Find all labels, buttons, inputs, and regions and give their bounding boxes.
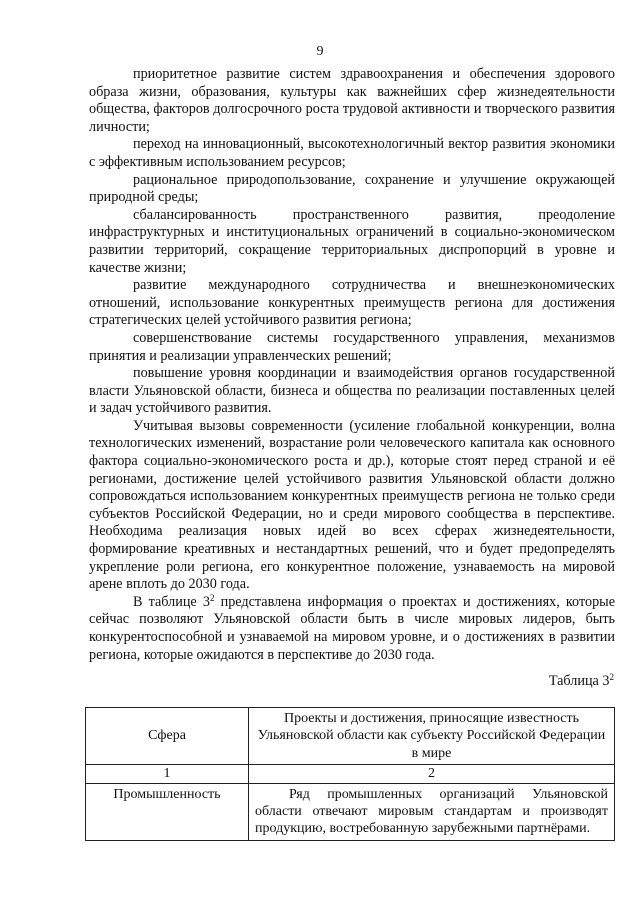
- paragraph: повышение уровня координации и взаимодействия органов государственной власти Ульяновской области, бизнеса и общества по реализации поставленных целей и задач устойчивого развития.: [89, 365, 615, 417]
- paragraph: совершенствование системы государственного управления, механизмов принятия и реализации управленческих решений;: [89, 329, 615, 364]
- caption-superscript: 2: [609, 672, 614, 682]
- page-number: 9: [316, 44, 324, 59]
- projects-table: [85, 707, 615, 841]
- ref-text-before: В таблице 3: [133, 593, 210, 610]
- header-sphere: Сфера: [86, 708, 249, 765]
- column-number: 2: [249, 765, 615, 783]
- table-caption: [549, 673, 614, 690]
- table-row: [86, 783, 615, 840]
- paragraph-table-reference: [89, 594, 615, 664]
- header-projects: Проекты и достижения, приносящие известность Ульяновской области как субъекту Российской Федерации в мире: [249, 708, 615, 765]
- body-text: [89, 66, 615, 664]
- ref-text-after: представлена информация о проектах и достижениях, которые сейчас позволяют Ульяновской области быть в числе мировых лидеров, быть конкурентоспособной и узнаваемой на мировом уровне, и о достижениях в развитии региона, которые ожидаются в перспективе до 2030 года.: [89, 593, 615, 663]
- column-number: 1: [86, 765, 249, 783]
- paragraph: сбалансированность пространственного развития, преодоление инфраструктурных и институциональных ограничений в социально-экономическом развитии территорий, сокращение территориальных диспропорций в уровне и качестве жизни;: [89, 206, 615, 276]
- paragraph: рациональное природопользование, сохранение и улучшение окружающей природной среды;: [89, 171, 615, 206]
- table-header-row: [86, 708, 615, 765]
- table-cell: Ряд промышленных организаций Ульяновской области отвечают мировым стандартам и производят продукцию, востребованную зарубежными партнёрами.: [249, 783, 615, 840]
- paragraph: приоритетное развитие систем здравоохранения и обеспечения здорового образа жизни, образования, культуры как важнейших сфер жизнедеятельности общества, факторов долгосрочного роста трудовой активности и творческого развития личности;: [89, 66, 615, 135]
- paragraph: Учитывая вызовы современности (усиление глобальной конкуренции, волна технологических изменений, возрастание роли человеческого капитала как основного фактора социально-экономического роста и др.), которые стоят перед страной и её регионами, достижение целей устойчивого развития Ульяновской области должно сопровождаться использованием конкурентных преимуществ региона не только среди субъектов Российской Федерации, но и среди мирового сообщества в перспективе. Необходима реализация новых идей во всех сферах жизнедеятельности, формирование креативных и нестандартных решений, что и будет предопределять укрепление роли региона, его конкурентное положение, узнаваемость на мировой арене вплоть до 2030 года.: [89, 417, 615, 593]
- caption-text: Таблица 3: [548, 673, 610, 689]
- ref-superscript: 2: [209, 592, 215, 603]
- table-cell: Промышленность: [86, 783, 249, 840]
- table-number-row: [86, 765, 615, 783]
- paragraph: переход на инновационный, высокотехнологичный вектор развития экономики с эффективным использованием ресурсов;: [89, 136, 615, 170]
- paragraph: развитие международного сотрудничества и внешнеэкономических отношений, использование конкурентных преимуществ региона для достижения стратегических целей устойчивого развития региона;: [89, 277, 615, 329]
